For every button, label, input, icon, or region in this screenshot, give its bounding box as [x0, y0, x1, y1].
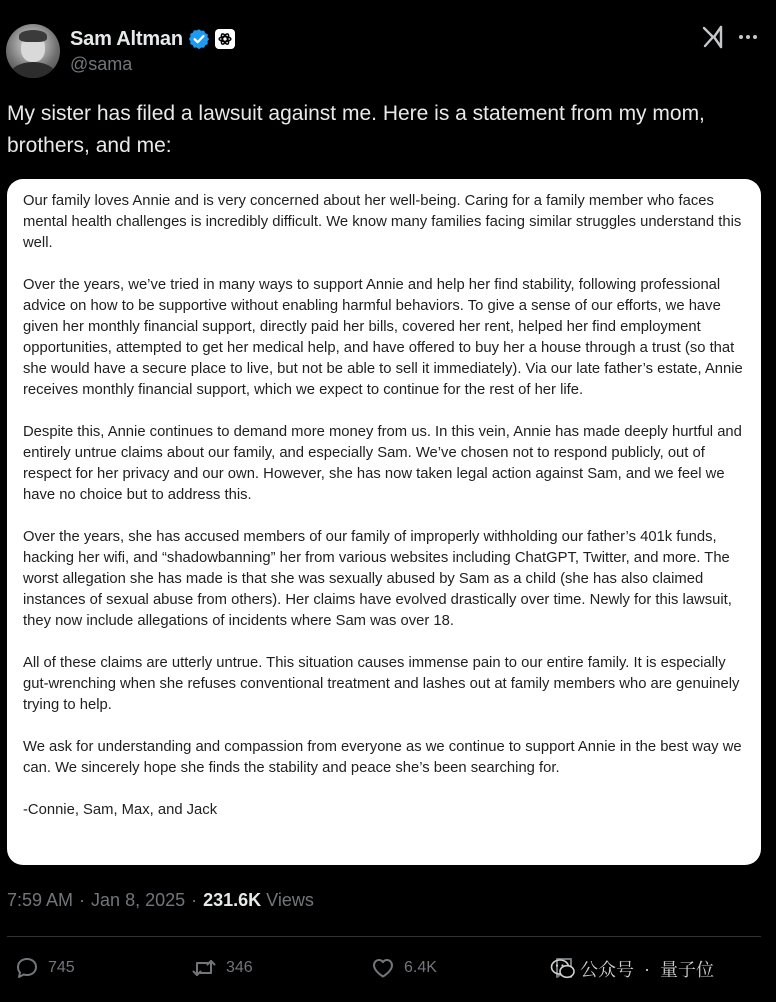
watermark-source: 量子位 — [660, 960, 714, 980]
views-label: Views — [266, 889, 314, 910]
avatar-shoulders — [10, 62, 56, 78]
avatar-hair — [19, 30, 47, 42]
author-name-row — [70, 26, 235, 52]
meta-separator-2: · — [191, 889, 198, 910]
avatar[interactable] — [6, 24, 60, 78]
tweet-header — [0, 0, 776, 95]
meta-separator: · — [79, 889, 86, 910]
tweet-time[interactable]: 7:59 AM — [7, 889, 74, 910]
tweet-meta — [7, 887, 314, 913]
author-display-name[interactable]: Sam Altman — [70, 27, 183, 50]
repost-count: 346 — [226, 959, 253, 976]
tweet-text: My sister has filed a lawsuit against me. Here is a statement from my mom, brothers, and me: — [7, 102, 705, 157]
repost-icon — [190, 955, 218, 981]
watermark-platform: 公众号 — [580, 960, 634, 980]
statement-paragraph-4: Over the years, she has accused members of our family of improperly withholding our father’s 401k funds, hacking her wifi, and “shadowbanning” her from various websites including ChatGPT, Twitter, and more. The worst allegation she has made is that she was sexually abused by Sam as a child (she has also claimed instances of sexual abuse from others). Her claims have evolved drastically over time. Newly for this lawsuit, they now include allegations of incidents where Sam was over 18. — [23, 529, 732, 629]
like-icon — [370, 955, 396, 981]
statement-paragraph-3: Despite this, Annie continues to demand more money from us. In this vein, Annie has made deeply hurtful and entirely untrue claims about our family, and especially Sam. We’ve chosen not to respond publicly, out of respect for her privacy and our own. However, she has now taken legal action against Sam, and we feel we have no choice but to address this. — [23, 424, 742, 503]
wechat-logo-icon — [550, 958, 576, 980]
reply-count: 745 — [48, 959, 75, 976]
views-count: 231.6K — [203, 889, 262, 910]
openai-logo-icon[interactable] — [215, 29, 235, 49]
statement-signoff: -Connie, Sam, Max, and Jack — [23, 802, 218, 818]
repost-button[interactable] — [190, 952, 253, 984]
statement-paragraph-6: We ask for understanding and compassion from everyone as we continue to support Annie in the best way we can. We sincerely hope she finds the stability and peace she’s been searching for. — [23, 739, 742, 776]
author-handle[interactable]: @sama — [70, 54, 133, 74]
verified-badge-icon[interactable] — [188, 28, 210, 50]
statement-paragraph-1: Our family loves Annie and is very concerned about her well-being. Caring for a family member who faces mental health challenges is incredibly difficult. We know many families facing similar struggles understand this well. — [23, 193, 742, 251]
reply-button[interactable] — [14, 952, 75, 984]
watermark-separator: · — [644, 958, 650, 979]
statement-image[interactable] — [7, 179, 761, 865]
watermark — [550, 952, 714, 986]
more-icon[interactable] — [737, 26, 759, 48]
divider — [7, 936, 761, 937]
like-count: 6.4K — [404, 959, 437, 976]
reply-icon — [14, 955, 40, 981]
statement-paragraph-5: All of these claims are utterly untrue. This situation causes immense pain to our entire family. It is especially gut-wrenching when she refuses conventional treatment and lashes out at family members who are genuinely trying to help. — [23, 655, 740, 713]
tweet-date[interactable]: Jan 8, 2025 — [91, 889, 186, 910]
like-button[interactable] — [370, 952, 437, 984]
grok-icon[interactable] — [700, 24, 726, 50]
statement-paragraph-2: Over the years, we’ve tried in many ways to support Annie and help her find stability, following professional advice on how to be supportive without enabling harmful behaviors. To give a sense of our efforts, we have given her monthly financial support, directly paid her bills, covered her rent, helped her find employment opportunities, attempted to get her medical help, and have offered to buy her a house through a trust (so that she would have a secure place to live, but not be able to sell it immediately). Via our late father’s estate, Annie receives monthly financial support, which we expect to continue for the rest of her life. — [23, 277, 743, 398]
